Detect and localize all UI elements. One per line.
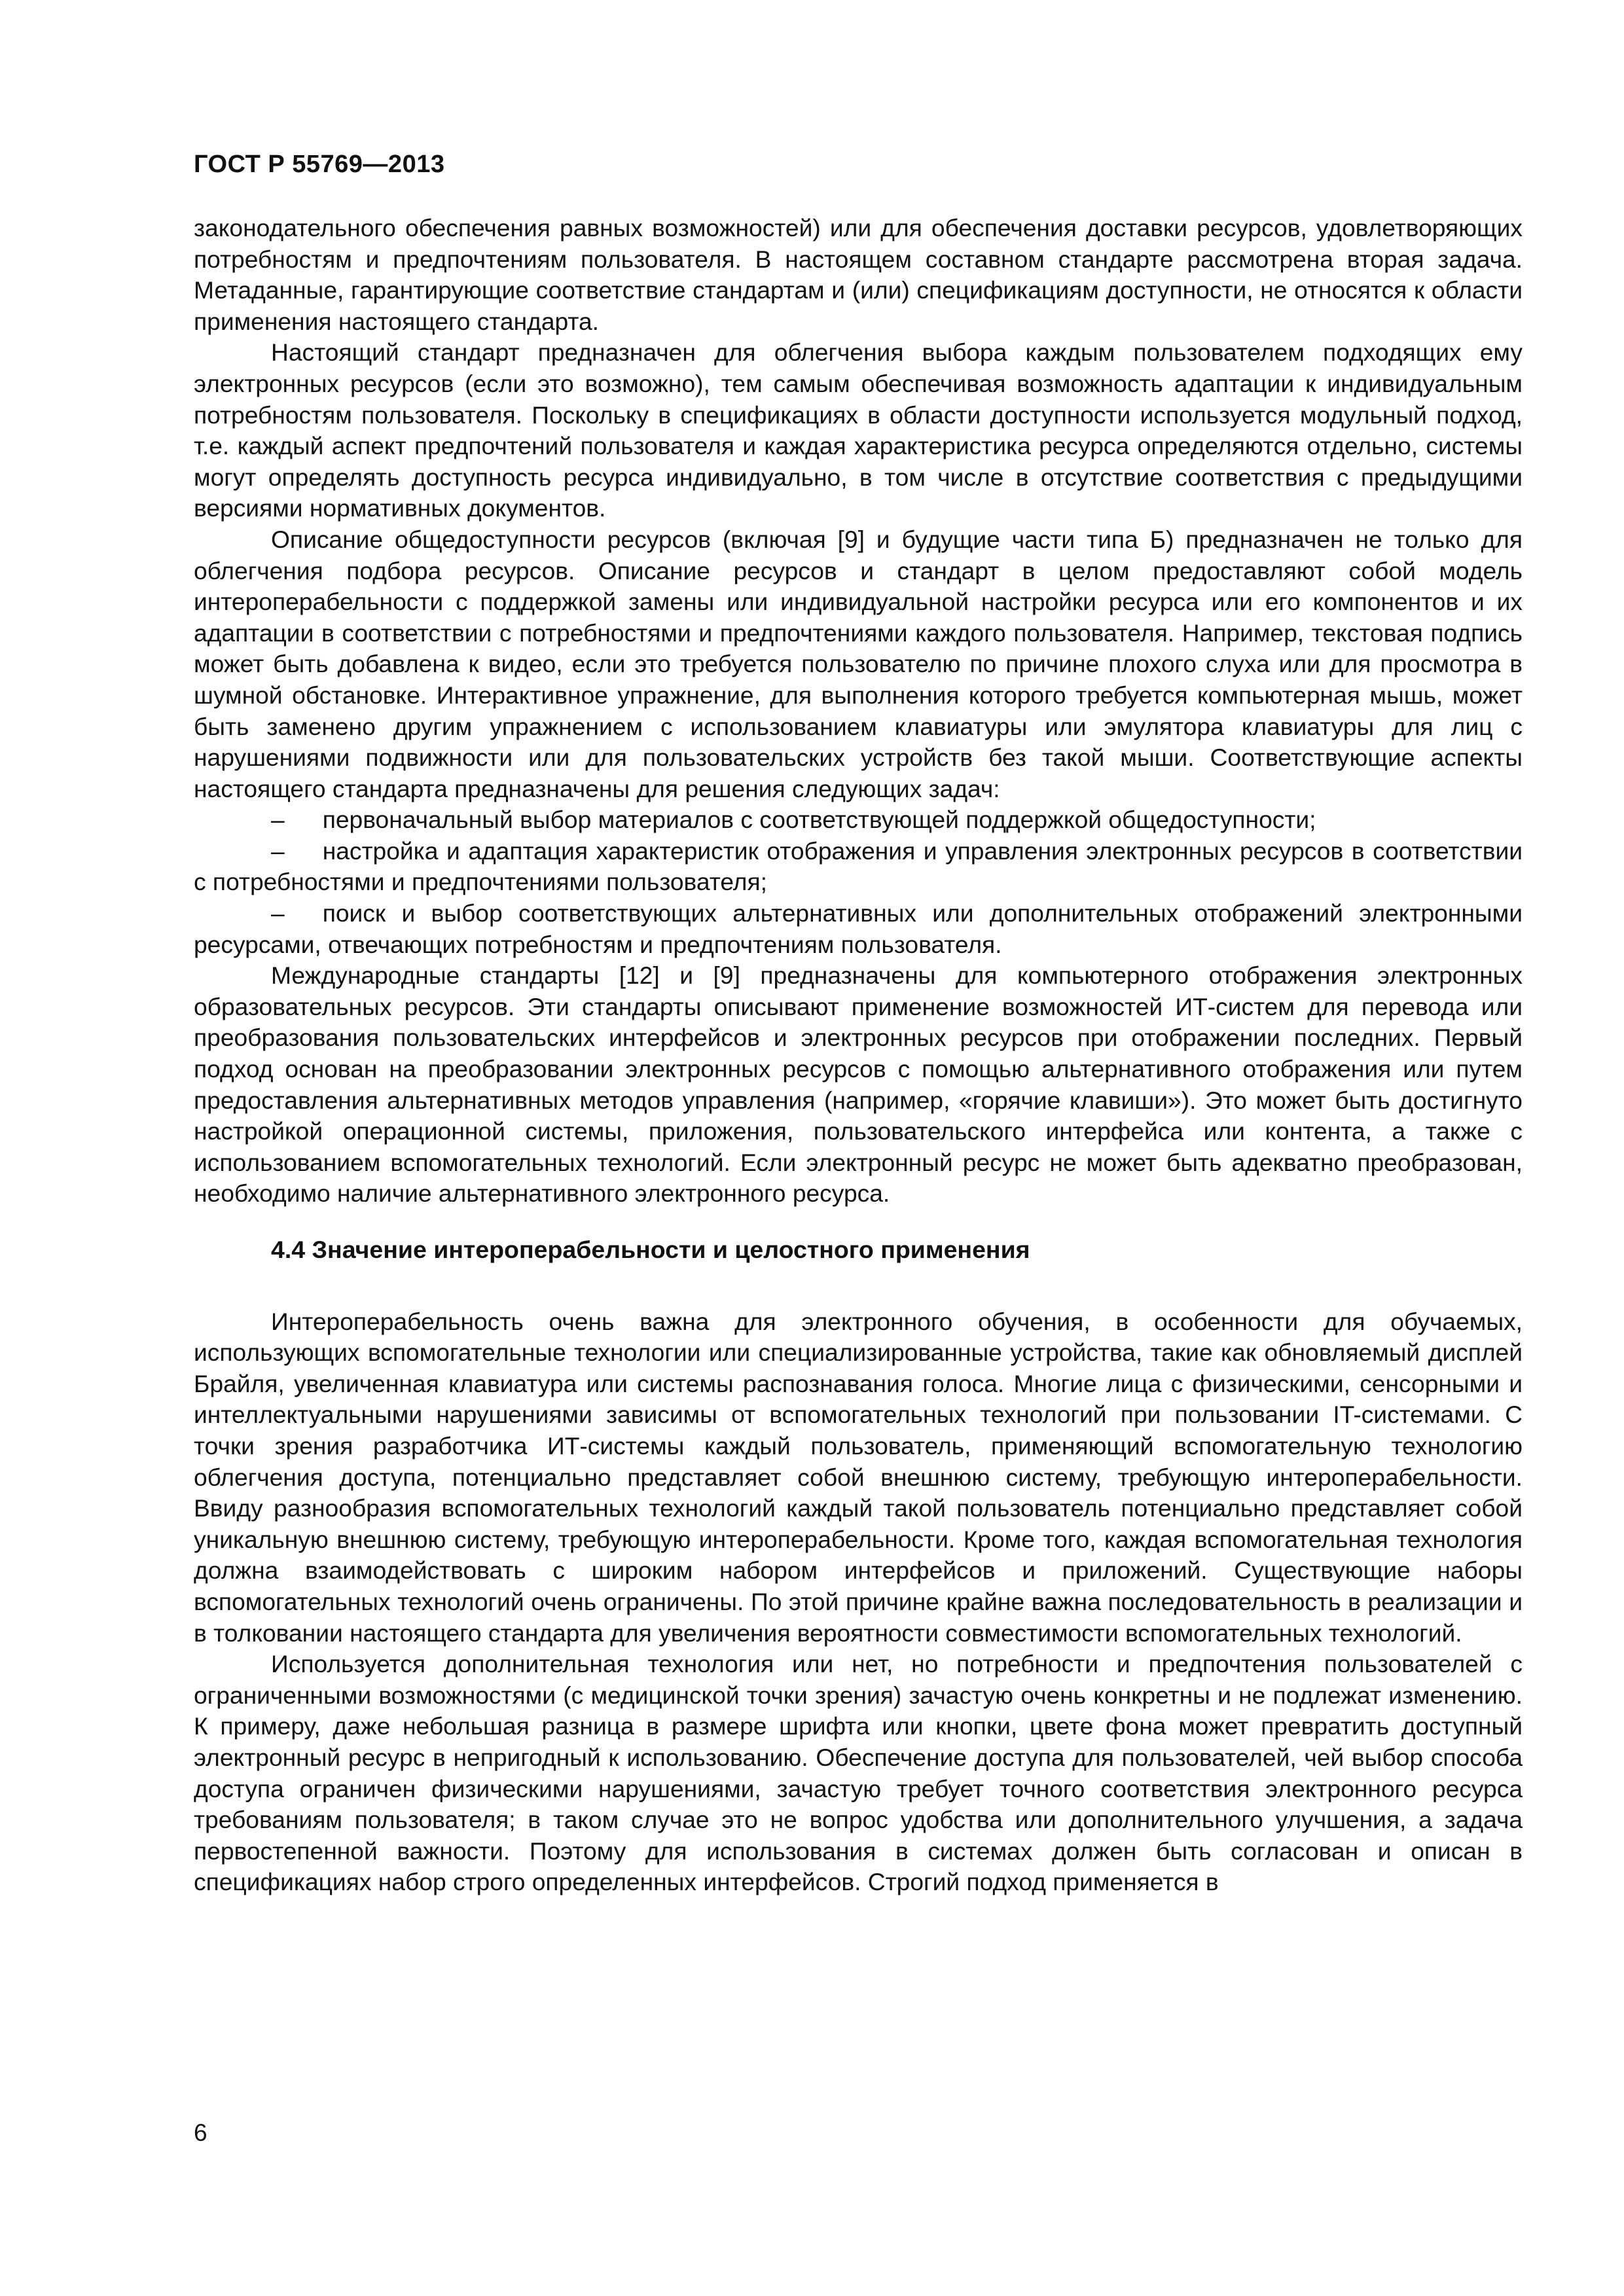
list-item: [194, 836, 1523, 898]
page-number: 6: [194, 2119, 208, 2146]
list-item-text: поиск и выбор соответствующих альтернативных или дополнительных отображений электронными ресурсами, отвечающих потребностям и предпочтениям пользователя.: [194, 899, 1523, 958]
list-item-text: первоначальный выбор материалов с соответствующей поддержкой общедоступности;: [322, 806, 1316, 834]
list-item-text: настройка и адаптация характеристик отображения и управления электронных ресурсов в соответствии с потребностями и предпочтениями пользователя;: [194, 836, 1523, 896]
paragraph-international-standards: Международные стандарты [12] и [9] предназначены для компьютерного отображения электронных образовательных ресурсов. Эти стандарты описывают применение возможностей ИТ-систем для перевода или преобразования пользовательских интерфейсов и электронных ресурсов при отображении последних. Первый подход основан на преобразовании электронных ресурсов с помощью альтернативного отображения или путем предоставления альтернативных методов управления (например, «горячие клавиши»). Это может быть достигнуто настройкой операционной системы, приложения, пользовательского интерфейса или контента, а также с использованием вспомогательных технологий. Если электронный ресурс не может быть адекватно преобразован, необходимо наличие альтернативного электронного ресурса.: [194, 961, 1523, 1208]
section-heading: 4.4 Значение интероперабельности и целостного применения: [271, 1236, 1030, 1263]
document-header: ГОСТ Р 55769—2013: [194, 151, 445, 178]
list-item: [194, 804, 1523, 836]
list-dash: –: [271, 836, 285, 865]
paragraph-interoperability: Интероперабельность очень важна для электронного обучения, в особенности для обучаемых, использующих вспомогательные технологии или специализированные устройства, такие как обновляемый дисплей Брайля, увеличенная клавиатура или системы распознавания голоса. Многие лица с физическими, сенсорными и интеллектуальными нарушениями зависимы от вспомогательных технологий при пользовании IT-системами. С точки зрения разработчика ИТ-системы каждый пользователь, применяющий вспомогательную технологию облегчения доступа, потенциально представляет собой внешнюю систему, требующую интероперабельности. Ввиду разнообразия вспомогательных технологий каждый такой пользователь потенциально представляет собой уникальную внешнюю систему, требующую интероперабельности. Кроме того, каждая вспомогательная технология должна взаимодействовать с широким набором интерфейсов и приложений. Существующие наборы вспомогательных технологий очень ограничены. По этой причине крайне важна последовательность в реализации и в толковании настоящего стандарта для увеличения вероятности совместимости вспомогательных технологий.: [194, 1307, 1523, 1647]
paragraph-continuation: законодательного обеспечения равных возможностей) или для обеспечения доставки ресурсов, удовлетворяющих потребностям и предпочтениям пользователя. В настоящем составном стандарте рассмотрена вторая задача. Метаданные, гарантирующие соответствие стандартам и (или) спецификациям доступности, не относятся к области применения настоящего стандарта.: [194, 214, 1523, 335]
paragraph-purpose: Настоящий стандарт предназначен для облегчения выбора каждым пользователем подходящих ему электронных ресурсов (если это возможно), тем самым обеспечивая возможность адаптации к индивидуальным потребностям пользователя. Поскольку в спецификациях в области доступности используется модульный подход, т.е. каждый аспект предпочтений пользователя и каждая характеристика ресурса определяются отдельно, системы могут определять доступность ресурса индивидуально, в том числе в отсутствие соответствия с предыдущими версиями нормативных документов.: [194, 338, 1523, 522]
paragraph-user-needs: Используется дополнительная технология или нет, но потребности и предпочтения пользователей с ограниченными возможностями (с медицинской точки зрения) зачастую очень конкретны и не подлежат изменению. К примеру, даже небольшая разница в размере шрифта или кнопки, цвете фона может превратить доступный электронный ресурс в непригодный к использованию. Обеспечение доступа для пользователей, чей выбор способа доступа ограничен физическими нарушениями, зачастую требует точного соответствия электронного ресурса требованиям пользователя; в таком случае это не вопрос удобства или дополнительного улучшения, а задача первостепенной важности. Поэтому для использования в системах должен быть согласован и описан в спецификациях набор строго определенных интерфейсов. Строгий подход применяется в: [194, 1650, 1523, 1896]
document-body: [194, 213, 1523, 1898]
list-dash: –: [271, 899, 285, 927]
paragraph-resource-description: Описание общедоступности ресурсов (включая [9] и будущие части типа Б) предназначен не только для облегчения подбора ресурсов. Описание ресурсов и стандарт в целом предоставляют собой модель интероперабельности с поддержкой замены или индивидуальной настройки ресурса или его компонентов и их адаптации в соответствии с потребностями и предпочтениями каждого пользователя. Например, текстовая подпись может быть добавлена к видео, если это требуется пользователю по причине плохого слуха или для просмотра в шумной обстановке. Интерактивное упражнение, для выполнения которого требуется компьютерная мышь, может быть заменено другим упражнением с использованием клавиатуры или эмулятора клавиатуры для лиц с нарушениями подвижности или для пользовательских устройств без такой мыши. Соответствующие аспекты настоящего стандарта предназначены для решения следующих задач:: [194, 525, 1523, 802]
list-dash: –: [271, 806, 285, 834]
list-item: [194, 898, 1523, 960]
